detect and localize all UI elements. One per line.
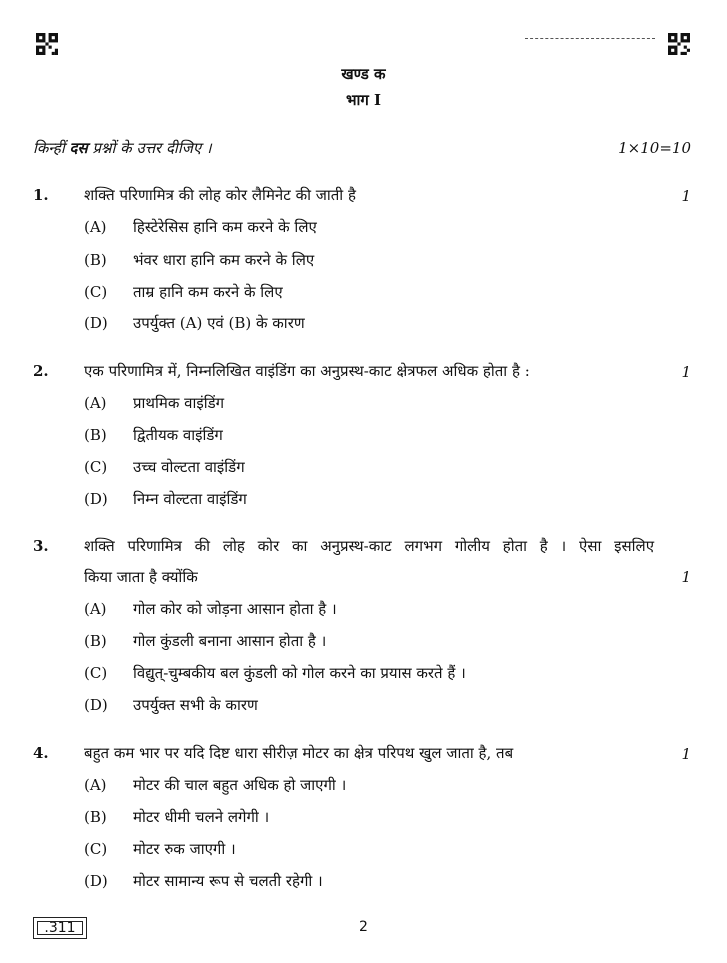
question-marks: 1	[681, 363, 691, 381]
question-marks: 1	[681, 745, 691, 763]
option-label: (B)	[84, 808, 107, 826]
part-title: भाग I	[345, 91, 382, 109]
question-text-line-2: किया जाता है क्योंकि	[84, 568, 198, 586]
option-label: (B)	[84, 632, 107, 650]
question-text: एक परिणामित्र में, निम्नलिखित वाइंडिंग का अनुप्रस्थ-काट क्षेत्रफल अधिक होता है :	[84, 362, 530, 380]
option-text: हिस्टेरेसिस हानि कम करने के लिए	[133, 218, 317, 236]
option-label: (B)	[84, 251, 107, 269]
option-text: विद्युत्-चुम्बकीय बल कुंडली को गोल करने का प्रयास करते हैं ।	[133, 664, 466, 682]
question-text: बहुत कम भार पर यदि दिष्ट धारा सीरीज़ मोटर का क्षेत्र परिपथ खुल जाता है, तब	[84, 744, 514, 762]
qr-code-left-icon	[36, 33, 58, 55]
option-text: प्राथमिक वाइंडिंग	[133, 394, 225, 412]
total-marks: 1×10=10	[618, 139, 691, 157]
option-text: मोटर धीमी चलने लगेगी ।	[133, 808, 270, 826]
option-label: (C)	[84, 458, 108, 476]
option-text: भंवर धारा हानि कम करने के लिए	[133, 251, 315, 269]
question-marks: 1	[681, 187, 691, 205]
question-number: 3.	[33, 537, 49, 555]
option-label: (C)	[84, 664, 108, 682]
option-label: (D)	[84, 314, 108, 332]
option-text: मोटर की चाल बहुत अधिक हो जाएगी ।	[133, 776, 347, 794]
instructions-suffix: प्रश्नों के उत्तर दीजिए ।	[87, 139, 212, 157]
instructions-bold: दस	[69, 139, 88, 157]
question-number: 4.	[33, 744, 49, 762]
option-label: (C)	[84, 840, 108, 858]
instructions	[33, 138, 212, 158]
option-label: (B)	[84, 426, 107, 444]
option-text: उपर्युक्त (A) एवं (B) के कारण	[133, 314, 305, 332]
qr-code-right-icon	[668, 33, 690, 55]
question-marks: 1	[681, 568, 691, 586]
option-text: उपर्युक्त सभी के कारण	[133, 696, 258, 714]
question-text-line-1: शक्ति परिणामित्र की लोह कोर का अनुप्रस्थ-काट लगभग गोलीय होता है । ऐसा इसलिए	[84, 537, 654, 555]
option-text: उच्च वोल्टता वाइंडिंग	[133, 458, 245, 476]
question-text: शक्ति परिणामित्र की लोह कोर लैमिनेट की जाती है	[84, 186, 356, 204]
option-label: (C)	[84, 283, 108, 301]
question-number: 1.	[33, 186, 49, 204]
roll-number-line	[525, 38, 655, 39]
option-text: मोटर रुक जाएगी ।	[133, 840, 236, 858]
option-label: (A)	[84, 218, 107, 236]
option-text: ताम्र हानि कम करने के लिए	[133, 283, 283, 301]
option-label: (D)	[84, 490, 108, 508]
option-label: (A)	[84, 600, 107, 618]
option-text: मोटर सामान्य रूप से चलती रहेगी ।	[133, 872, 323, 890]
option-label: (A)	[84, 394, 107, 412]
section-title: खण्ड क	[341, 65, 386, 83]
option-text: निम्न वोल्टता वाइंडिंग	[133, 490, 247, 508]
option-text: द्वितीयक वाइंडिंग	[133, 426, 223, 444]
option-label: (D)	[84, 872, 108, 890]
instructions-prefix: किन्हीं	[33, 139, 70, 157]
option-text: गोल कोर को जोड़ना आसान होता है ।	[133, 600, 337, 618]
paper-code-box: .311	[33, 917, 87, 939]
option-label: (A)	[84, 776, 107, 794]
page-number: 2	[359, 919, 368, 935]
option-text: गोल कुंडली बनाना आसान होता है ।	[133, 632, 327, 650]
question-number: 2.	[33, 362, 49, 380]
option-label: (D)	[84, 696, 108, 714]
